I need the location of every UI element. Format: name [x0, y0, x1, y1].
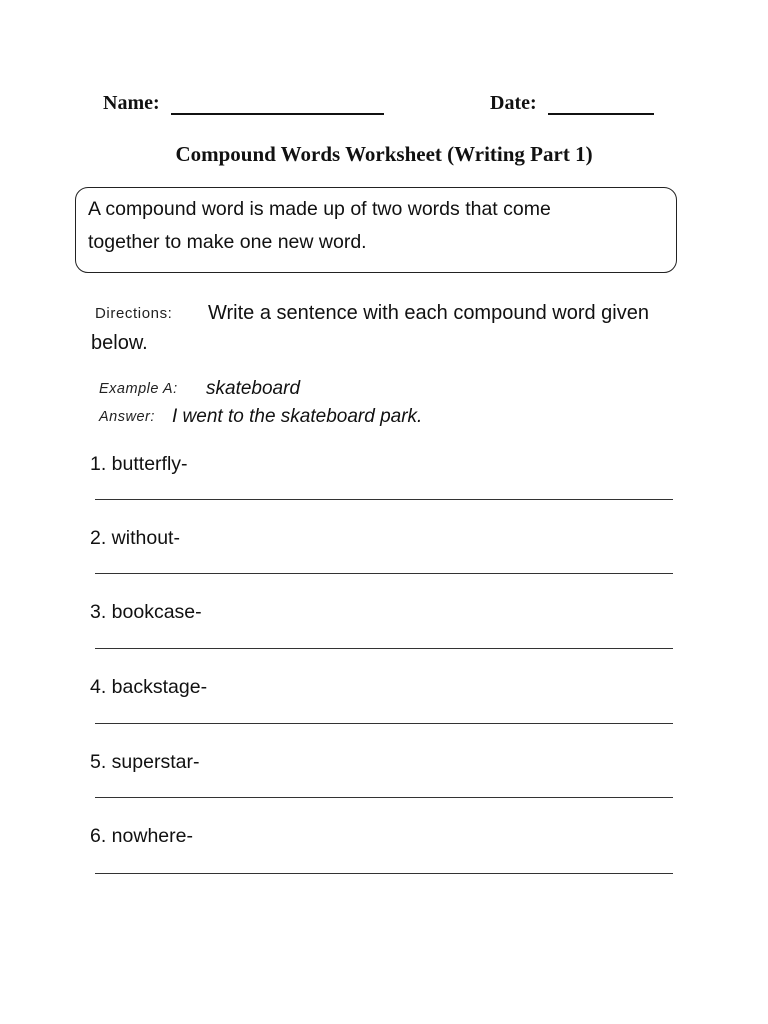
definition-line-1: A compound word is made up of two words that come [88, 198, 551, 220]
item-label: 1. butterfly- [90, 453, 188, 475]
directions-text-line-1: Write a sentence with each compound word given [208, 302, 649, 324]
header-row [0, 88, 768, 118]
list-item [90, 825, 680, 865]
item-label: 5. superstar- [90, 751, 200, 773]
answer-line[interactable] [95, 648, 673, 649]
definition-box [75, 187, 677, 273]
list-item [90, 527, 680, 567]
item-label: 3. bookcase- [90, 601, 202, 623]
item-label: 2. without- [90, 527, 180, 549]
example-answer: I went to the skateboard park. [172, 406, 423, 427]
answer-line[interactable] [95, 573, 673, 574]
list-item [90, 601, 680, 641]
list-item [90, 676, 680, 716]
date-label: Date: [490, 92, 537, 114]
worksheet-title: Compound Words Worksheet (Writing Part 1) [175, 142, 593, 166]
date-blank-line[interactable] [548, 113, 654, 115]
item-label: 4. backstage- [90, 676, 208, 698]
answer-line[interactable] [95, 797, 673, 798]
example-block [99, 377, 599, 437]
answer-label: Answer: [99, 409, 155, 425]
answer-line[interactable] [95, 723, 673, 724]
name-blank-line[interactable] [171, 113, 384, 115]
directions-label: Directions: [95, 305, 173, 322]
answer-line[interactable] [95, 873, 673, 874]
name-label: Name: [103, 92, 160, 114]
example-label: Example A: [99, 381, 178, 397]
definition-line-2: together to make one new word. [88, 231, 367, 253]
item-label: 6. nowhere- [90, 825, 193, 847]
list-item [90, 453, 680, 493]
answer-line[interactable] [95, 499, 673, 500]
directions-text-line-2: below. [91, 332, 148, 354]
list-item [90, 751, 680, 791]
example-word: skateboard [206, 378, 301, 399]
